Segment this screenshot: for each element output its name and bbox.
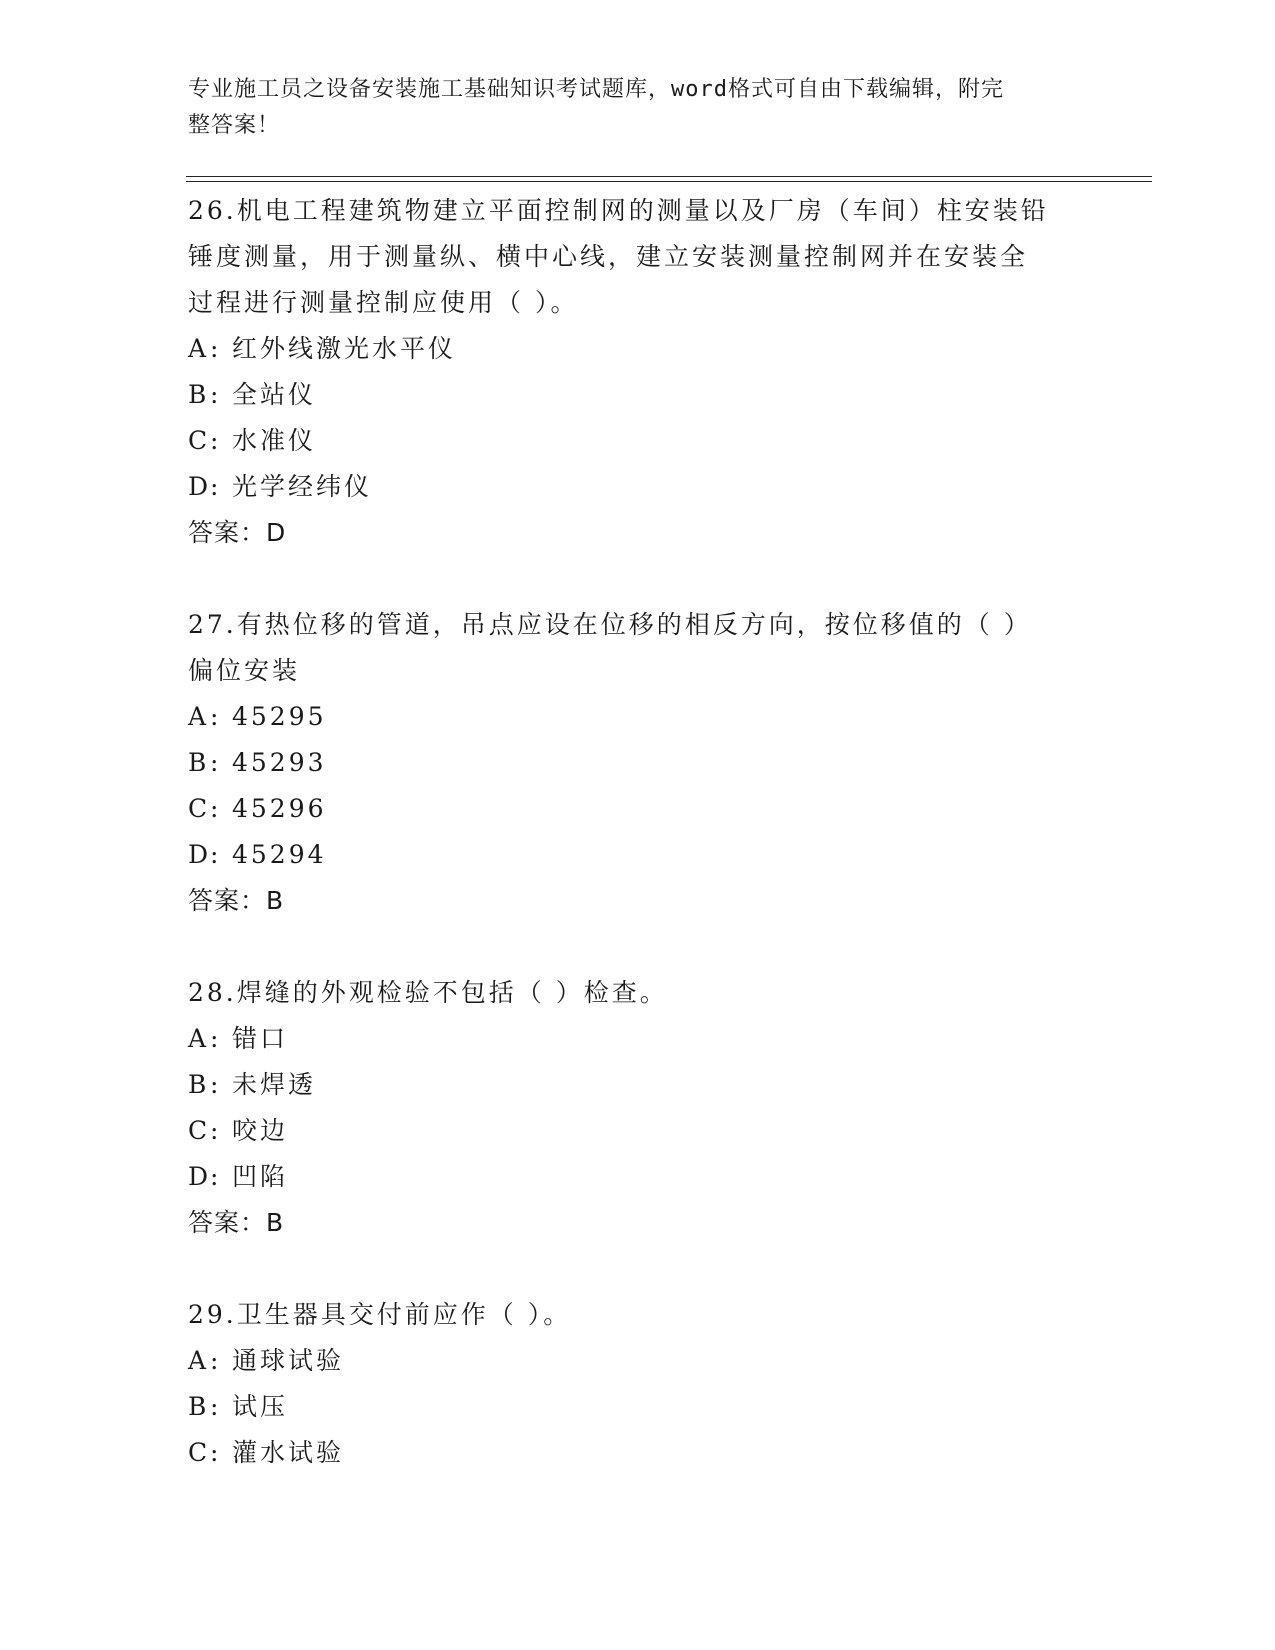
option-b: B : 全站仪 <box>188 380 317 409</box>
option-d: D: 凹陷 <box>188 1162 289 1191</box>
answer-label: 答案：B <box>188 1208 285 1237</box>
question-stem-line: 29.卫生器具交付前应作（ ）。 <box>188 1300 572 1329</box>
question-stem-line: 偏位安装 <box>188 656 301 685</box>
question-26 <box>188 188 1088 556</box>
option-d: D: 45294 <box>188 840 327 869</box>
option-d: D: 光学经纬仪 <box>188 472 373 501</box>
option-c: C : 灌水试验 <box>188 1438 345 1467</box>
question-28 <box>188 970 1088 1246</box>
option-a: A : 45295 <box>188 702 327 731</box>
option-b: B : 45293 <box>188 748 327 777</box>
answer-label: 答案：B <box>188 886 285 915</box>
option-a: A : 红外线激光水平仪 <box>188 334 457 363</box>
document-header <box>188 72 1078 144</box>
option-c: C : 45296 <box>188 794 327 823</box>
header-title-line-2: 整答案！ <box>188 113 281 138</box>
option-c: C : 水准仪 <box>188 426 317 455</box>
question-stem-line: 28.焊缝的外观检验不包括（ ）检查。 <box>188 978 668 1007</box>
question-stem-line: 锤度测量，用于测量纵、横中心线，建立安装测量控制网并在安装全 <box>188 242 1029 271</box>
header-title-line-1: 专业施工员之设备安装施工基础知识考试题库，word格式可自由下载编辑，附完 <box>188 77 1004 102</box>
option-c: C : 咬边 <box>188 1116 289 1145</box>
question-29 <box>188 1292 1088 1476</box>
header-divider-bottom <box>186 181 1152 182</box>
option-b: B : 未焊透 <box>188 1070 317 1099</box>
question-list <box>188 188 1088 1476</box>
option-b: B : 试压 <box>188 1392 289 1421</box>
question-stem-line: 过程进行测量控制应使用（ ）。 <box>188 288 579 317</box>
question-27 <box>188 602 1088 924</box>
question-stem-line: 27.有热位移的管道，吊点应设在位移的相反方向，按位移值的（ ） <box>188 610 1032 639</box>
option-a: A : 错口 <box>188 1024 289 1053</box>
question-stem-line: 26.机电工程建筑物建立平面控制网的测量以及厂房（车间）柱安装铅 <box>188 196 1049 225</box>
answer-label: 答案：D <box>188 518 287 547</box>
header-divider-top <box>186 176 1152 177</box>
option-a: A : 通球试验 <box>188 1346 345 1375</box>
